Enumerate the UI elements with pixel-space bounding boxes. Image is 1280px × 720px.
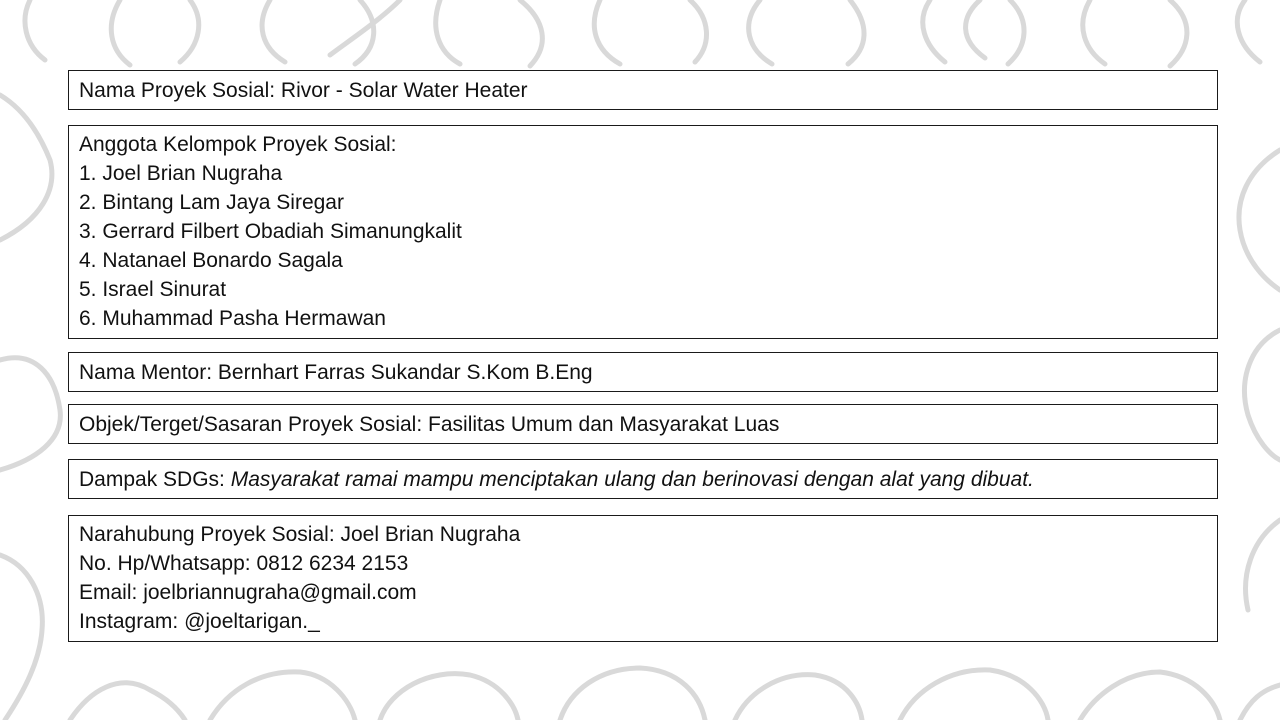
target-line — [79, 410, 779, 439]
contact-instagram-line — [79, 607, 1207, 636]
sdgs-line — [79, 465, 1034, 494]
contact-person-value: Joel Brian Nugraha — [340, 523, 521, 546]
target-box — [68, 404, 1218, 444]
target-label: Objek/Terget/Sasaran Proyek Sosial: — [79, 412, 423, 436]
contact-phone-line — [79, 549, 1207, 578]
member-item: 4. Natanael Bonardo Sagala — [79, 249, 343, 272]
team-members-box — [68, 125, 1218, 339]
target-value: Fasilitas Umum dan Masyarakat Luas — [428, 412, 780, 436]
project-name-box — [68, 70, 1218, 110]
contact-email-value: joelbriannugraha@gmail.com — [143, 581, 417, 604]
contact-person-label: Narahubung Proyek Sosial: — [79, 523, 335, 546]
contact-instagram-label: Instagram: — [79, 610, 179, 633]
team-members-heading: Anggota Kelompok Proyek Sosial: — [79, 133, 397, 156]
mentor-label: Nama Mentor: — [79, 360, 213, 384]
project-name-line — [79, 76, 528, 105]
contact-phone-label: No. Hp/Whatsapp: — [79, 552, 251, 575]
contact-instagram-value: @joeltarigan._ — [184, 610, 320, 633]
member-item: 1. Joel Brian Nugraha — [79, 162, 283, 185]
sdgs-label: Dampak SDGs: — [79, 467, 225, 491]
mentor-box — [68, 352, 1218, 392]
mentor-value: Bernhart Farras Sukandar S.Kom B.Eng — [217, 360, 593, 384]
project-name-value: Rivor - Solar Water Heater — [280, 78, 528, 102]
project-name-label: Nama Proyek Sosial: — [79, 78, 276, 102]
contact-email-label: Email: — [79, 581, 138, 604]
contact-person-line — [79, 520, 1207, 549]
member-item: 5. Israel Sinurat — [79, 278, 227, 301]
sdgs-value: Masyarakat ramai mampu menciptakan ulang dan berinovasi dengan alat yang dibuat. — [230, 467, 1034, 491]
member-item: 2. Bintang Lam Jaya Siregar — [79, 191, 344, 214]
contact-email-line — [79, 578, 1207, 607]
contact-box — [68, 515, 1218, 642]
contact-phone-value: 0812 6234 2153 — [256, 552, 409, 575]
mentor-line — [79, 358, 593, 387]
member-item: 6. Muhammad Pasha Hermawan — [79, 307, 386, 330]
member-item: 3. Gerrard Filbert Obadiah Simanungkalit — [79, 220, 462, 243]
sdgs-impact-box — [68, 459, 1218, 499]
